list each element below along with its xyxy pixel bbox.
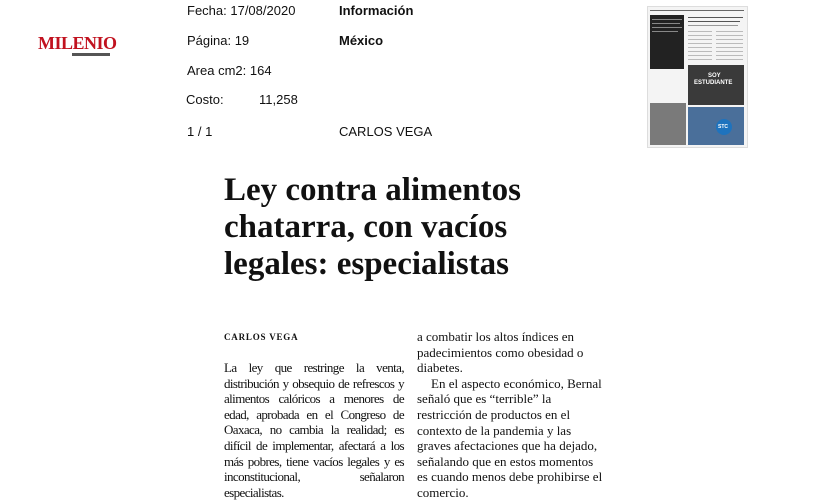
article-headline: Ley contra alimentos chatarra, con vacíos legales: especialistas <box>224 172 521 282</box>
article-byline: CARLOS VEGA <box>224 332 299 342</box>
logo-underline <box>72 53 110 56</box>
meta-fecha: Fecha: 17/08/2020 <box>187 3 296 18</box>
article-column-1 <box>224 360 404 500</box>
milenio-logo: MILENIO <box>38 33 117 53</box>
thumb-person-photo <box>650 103 686 145</box>
meta-costo-value: 11,258 <box>259 92 298 107</box>
meta-region: México <box>339 33 384 48</box>
thumb-group-photo: SOY ESTUDIANTE <box>688 65 744 105</box>
article-paragraph: En el aspecto económico, Bernal señaló que es “terrible” la restricción de productos en el contexto de la pandemia y las graves afectaciones que ha dejado, señalando que en estos momentos es cuando menos debe prohibirse el comercio. <box>417 375 603 500</box>
meta-costo-label: Costo: <box>186 92 224 107</box>
meta-section: Información <box>339 3 414 18</box>
article-column-2 <box>417 329 607 501</box>
page-thumbnail[interactable] <box>647 6 748 148</box>
article-paragraph: a combatir los altos índices en padecimientos como obesidad o diabetes. <box>417 329 584 376</box>
meta-pagina: Página: 19 <box>187 33 250 48</box>
article-paragraph: La ley que restringe la venta, distribución y obsequio de refrescos y alimentos calóricos a menores de edad, aprobada en el Congreso de Oaxaca, no cambia la realidad; es difícil de implementar, afectará a los más pobres, tiene vacíos legales y es inconstitucional, señalaron especialistas. <box>224 360 404 500</box>
thumb-promo-photo: STC <box>688 107 744 145</box>
meta-author: CARLOS VEGA <box>339 124 433 139</box>
meta-pages: 1 / 1 <box>187 124 213 139</box>
meta-area: Area cm2: 164 <box>187 63 272 78</box>
